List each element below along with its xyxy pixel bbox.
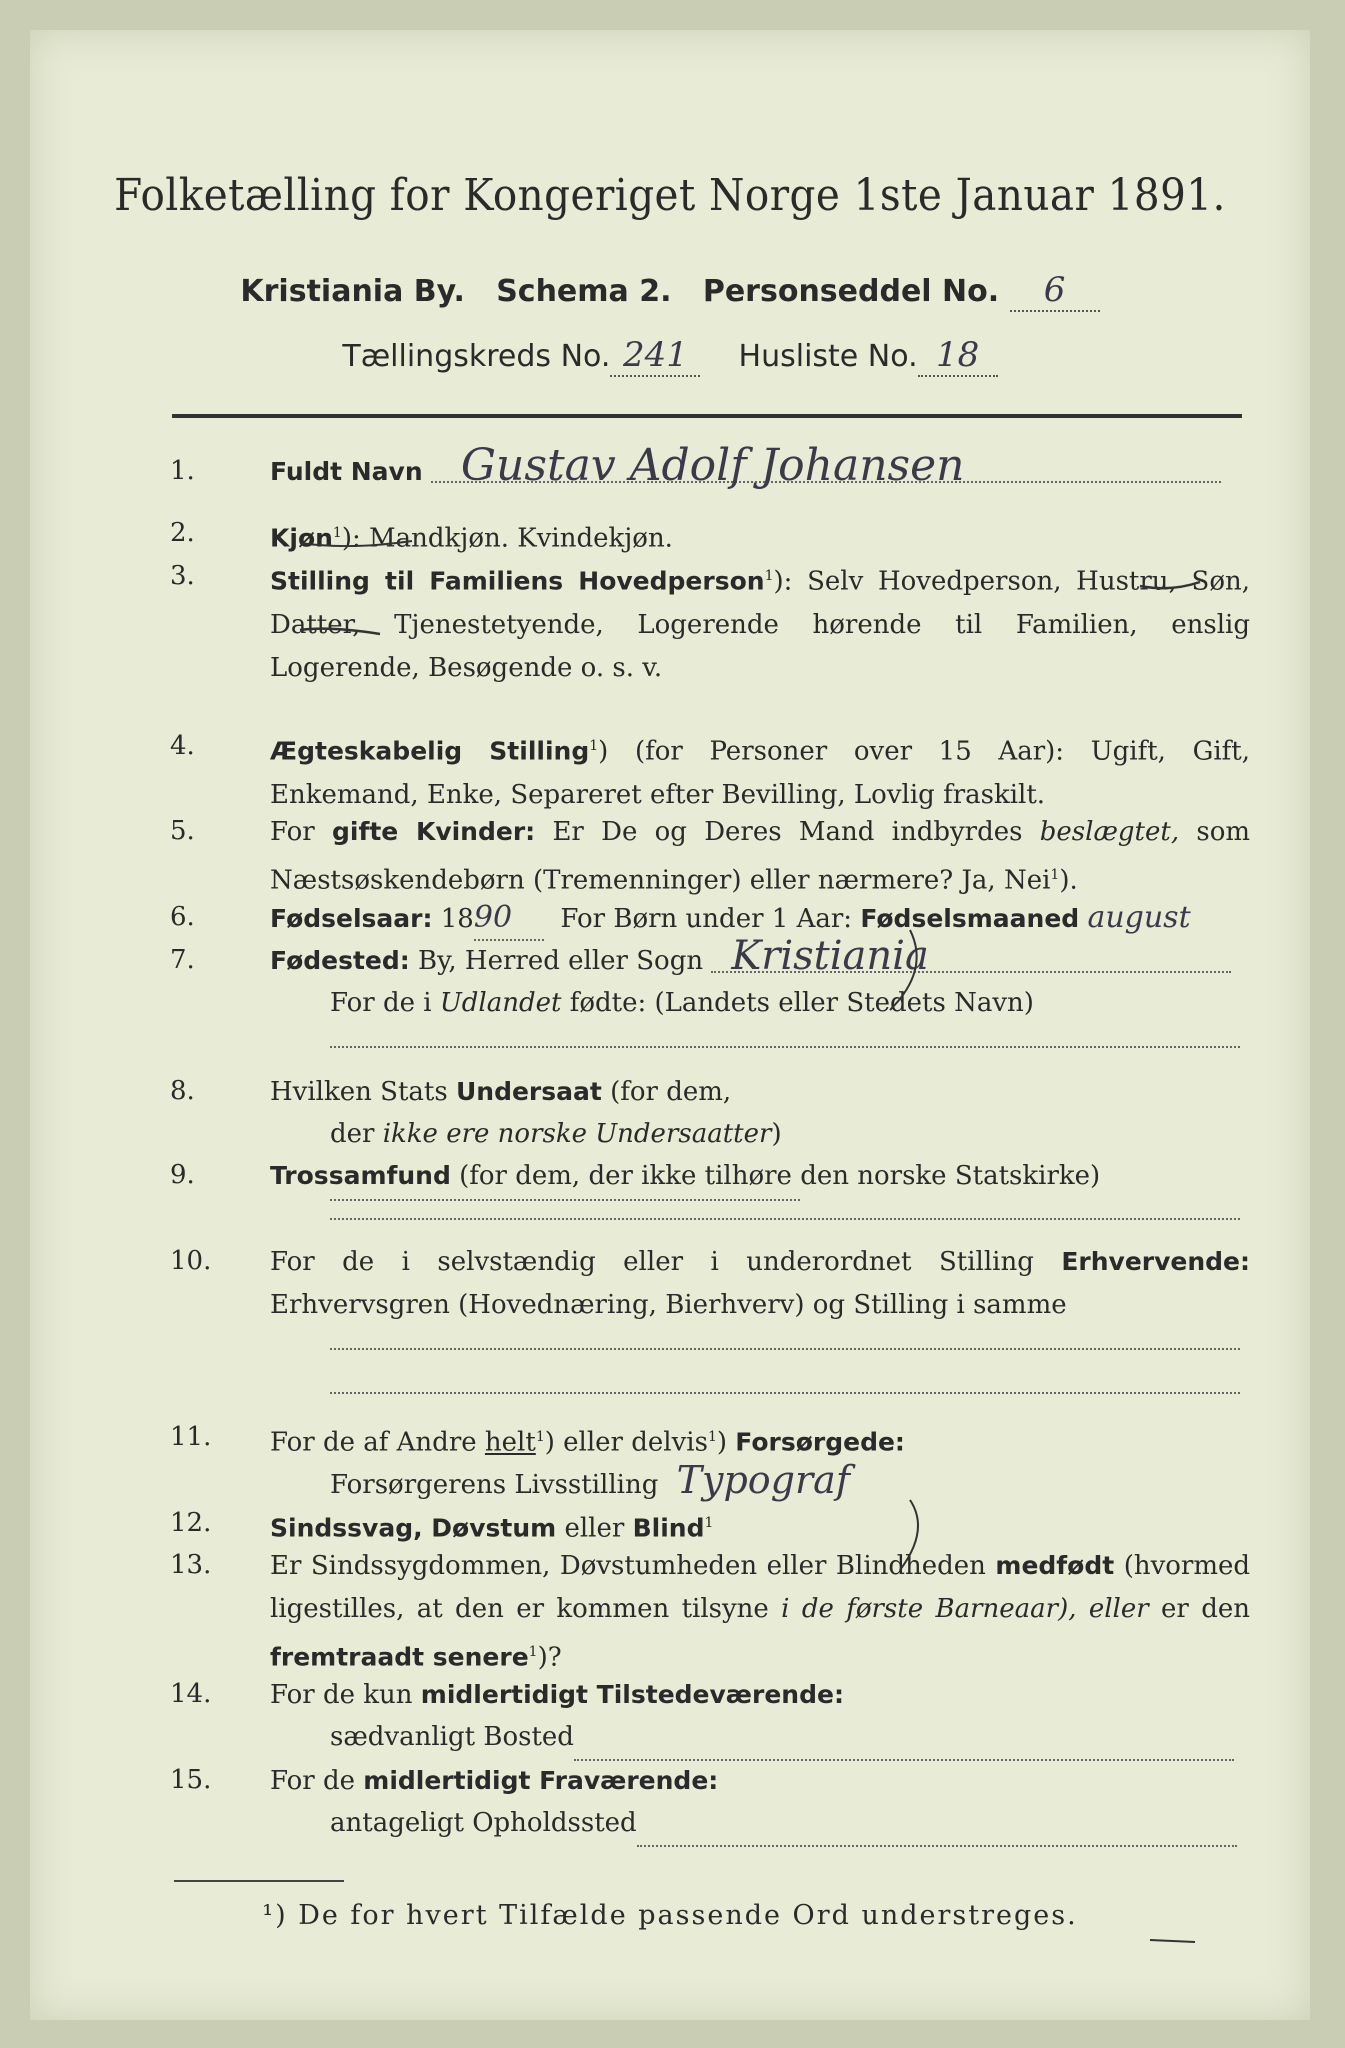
question-text: er den [1161, 1594, 1250, 1624]
question-number: 13. [170, 1550, 212, 1580]
question-text: )? [537, 1642, 562, 1673]
handwriting-strokes [30, 30, 1310, 2020]
provider-occupation-value: Typograf [676, 1458, 850, 1502]
question-number: 4. [170, 731, 195, 761]
footnote-mark: ¹) [262, 1900, 288, 1931]
footnote-text: De for hvert Tilfælde passende Ord understreges. [298, 1900, 1078, 1931]
personseddel-label: Personseddel No. [702, 274, 1000, 309]
margin-mark [1150, 1940, 1195, 1942]
question-label: Blind [632, 1513, 705, 1543]
question-label: Fødested: [270, 946, 410, 975]
question-label: Fuldt Navn [270, 457, 423, 486]
taellingskreds-number: 241 [610, 335, 700, 377]
question-text-italic: Udlandet [439, 988, 562, 1018]
question-number: 6. [170, 902, 195, 932]
question-text: fødte: (Landets eller Stedets Navn) [569, 988, 1034, 1018]
question-label: midlertidigt Tilstedeværende: [420, 1680, 844, 1709]
question-text: For [270, 817, 315, 847]
question-label: Stilling til Familiens Hovedperson [270, 566, 765, 596]
typograf-descender [900, 1500, 918, 1570]
underline-mandkjon [300, 541, 412, 546]
question-text: ): Mandkjøn. Kvindekjøn. [341, 523, 673, 554]
question-number: 2. [170, 518, 195, 548]
question-text: (hvormed ligestilles, at den er kommen tilsyne [270, 1551, 1251, 1624]
question-label: Fødselsmaaned [860, 904, 1080, 933]
question-text: For de [270, 1766, 355, 1796]
question-label: Trossamfund [270, 1161, 451, 1190]
question-number: 9. [170, 1160, 195, 1190]
question-text: Hvilken Stats [270, 1077, 448, 1107]
question-number: 1. [170, 456, 195, 486]
birth-year-prefix: 18 [440, 904, 474, 934]
question-label: Sindssvag, Døvstum [270, 1513, 557, 1543]
personseddel-number: 6 [1010, 270, 1100, 312]
question-number: 5. [170, 816, 195, 846]
question-text: antageligt Opholdssted [330, 1808, 637, 1838]
question-text: Forsørgerens Livsstilling [330, 1470, 659, 1500]
question-text: som Næstsøskendebørn (Tremenninger) eller nærmere? Ja, Nei [270, 817, 1251, 896]
question-label: fremtraadt senere [270, 1642, 529, 1672]
question-text-italic: eller [1088, 1594, 1149, 1624]
question-label: Undersaat [455, 1077, 602, 1106]
question-text: (for dem, [610, 1077, 732, 1107]
city-label: Kristiania By. [240, 274, 465, 309]
question-text: ) (for Personer over 15 Aar): Ugift, Gift, Enkemand, Enke, Separeret efter Bevilling, Lovlig fraskilt. [270, 736, 1250, 810]
birth-month-value: august [1087, 900, 1191, 935]
question-text: eller [564, 1513, 625, 1544]
question-label: medfødt [995, 1551, 1115, 1580]
question-text: (for dem, der ikke tilhøre den norske Statskirke) [459, 1161, 1101, 1191]
underline-son [1140, 582, 1200, 588]
question-text: Er Sindssygdommen, Døvstumheden eller Blindheden [270, 1551, 986, 1581]
question-label: Forsørgede: [735, 1427, 905, 1457]
schema-label: Schema 2. [496, 274, 672, 309]
question-text: For Børn under 1 Aar: [560, 904, 853, 934]
question-text: der [330, 1119, 375, 1149]
question-label: midlertidigt Fraværende: [363, 1766, 719, 1795]
taellingskreds-label: Tællingskreds No. [342, 339, 611, 374]
husliste-label: Husliste No. [738, 339, 918, 374]
question-text: For de i selvstændig eller i underordnet Stilling [270, 1247, 1034, 1277]
question-number: 11. [170, 1422, 212, 1452]
strike-datter [300, 629, 380, 634]
question-label: Kjøn [270, 523, 333, 553]
full-name-value: Gustav Adolf Johansen [431, 451, 1221, 483]
question-text-underlined: helt [484, 1427, 536, 1458]
question-text: For de i [330, 988, 432, 1018]
question-text: sædvanligt Bosted [330, 1722, 574, 1752]
question-text-italic: i de første Barneaar), [781, 1594, 1077, 1624]
question-label: Erhvervende: [1061, 1247, 1251, 1276]
question-text-italic: ikke ere norske Undersaatter [382, 1119, 772, 1149]
question-label: Ægteskabelig Stilling [270, 736, 590, 766]
question-text-italic: beslægtet, [1039, 817, 1180, 847]
census-form: Folketælling for Kongeriget Norge 1ste Januar 1891. Kristiania By. Schema 2. Personseddel No. 6 Tællingskreds No. 241 Husliste No. 18 1. Fuldt Navn Gustav Adolf Johansen 2. Kjøn$^1$): Mandkjøn. Kvindekjøn. 3. Stilling til Familiens Hovedperson$^1$): Selv Hovedperson, Hustru, Søn, Datter, Tjenestetyende, Logerende hørende til Familien, enslig Logerende, Besøgende o. s. v. 4. Ægteskabelig Stilling$^1$) (for Personer over 15 Aar): Ugift, Gift, Enkemand, Enke, Separeret efter Bevilling, Lovlig fraskilt. 5. For gifte Kvinder: Er De og Deres Mand indbyrdes beslægtet, som Næstsøskendebørn (Tremenninger) eller nærmere? Ja, Nei$^1$). 6. Fødselsaar: 1890 For Børn under 1 Aar: Fødselsmaaned august 7. Fødested: By, Herred eller Sogn Kristiania For de i Udlandet fødte: (Landets eller Stedets Navn) 8. Hvilken Stats Undersaat (for dem, der ikke ere norske Undersaatter) 9. Trossamfund (for dem, der ikke tilhøre den norske Statskirke) 10. For de i selvstændig eller i underordnet Stilling Erhvervende: Erhvervsgren (Hovednæring, Bierhverv) og Stilling i samme 11. For de af Andre helt$^1$) eller delvis$^1$) Forsørgede: Forsørgerens Livsstilling Typograf 12. Sindssvag, Døvstum eller Blind$^1$ 13. Er Sindssygdommen, Døvstumheden eller Blindheden medfødt (hvormed ligestilles, at den er kommen tilsyne i de første Barneaar), eller er den fremtraadt senere$^1$)? 14. For de kun midlertidigt Tilstedeværende: sædvanligt Bosted 15. For de midlertidigt Fraværende: antageligt Opholdssted ¹) De for hvert Tilfælde passende Ord understreges. [30, 30, 1310, 2020]
question-number: 14. [170, 1679, 212, 1709]
question-number: 15. [170, 1765, 212, 1795]
question-number: 8. [170, 1076, 195, 1106]
question-number: 3. [170, 561, 195, 591]
question-number: 10. [170, 1246, 212, 1276]
question-text: For de af Andre [270, 1427, 477, 1458]
question-number: 7. [170, 945, 195, 975]
form-title: Folketælling for Kongeriget Norge 1ste Januar 1891. [114, 170, 1226, 221]
husliste-number: 18 [918, 335, 998, 377]
question-text: By, Herred eller Sogn [418, 946, 704, 976]
question-number: 12. [170, 1508, 212, 1538]
question-text: ) eller delvis [544, 1427, 708, 1458]
birthplace-value: Kristiania [711, 941, 1231, 973]
question-label: gifte Kvinder: [331, 817, 536, 846]
question-label: Fødselsaar: [270, 904, 433, 933]
question-text: ): Selv Hovedperson, Hustru, Søn, Datter, Tjenestetyende, Logerende hørende til Familien, enslig Logerende, Besøgende o. s. v. [270, 566, 1250, 683]
birth-year-value: 90 [474, 896, 544, 941]
name-descender [890, 930, 917, 1010]
question-text: For de kun [270, 1680, 413, 1710]
question-text: Er De og Deres Mand indbyrdes [552, 817, 1023, 847]
question-text: Erhvervsgren (Hovednæring, Bierhverv) og Stilling i samme [270, 1290, 1067, 1320]
